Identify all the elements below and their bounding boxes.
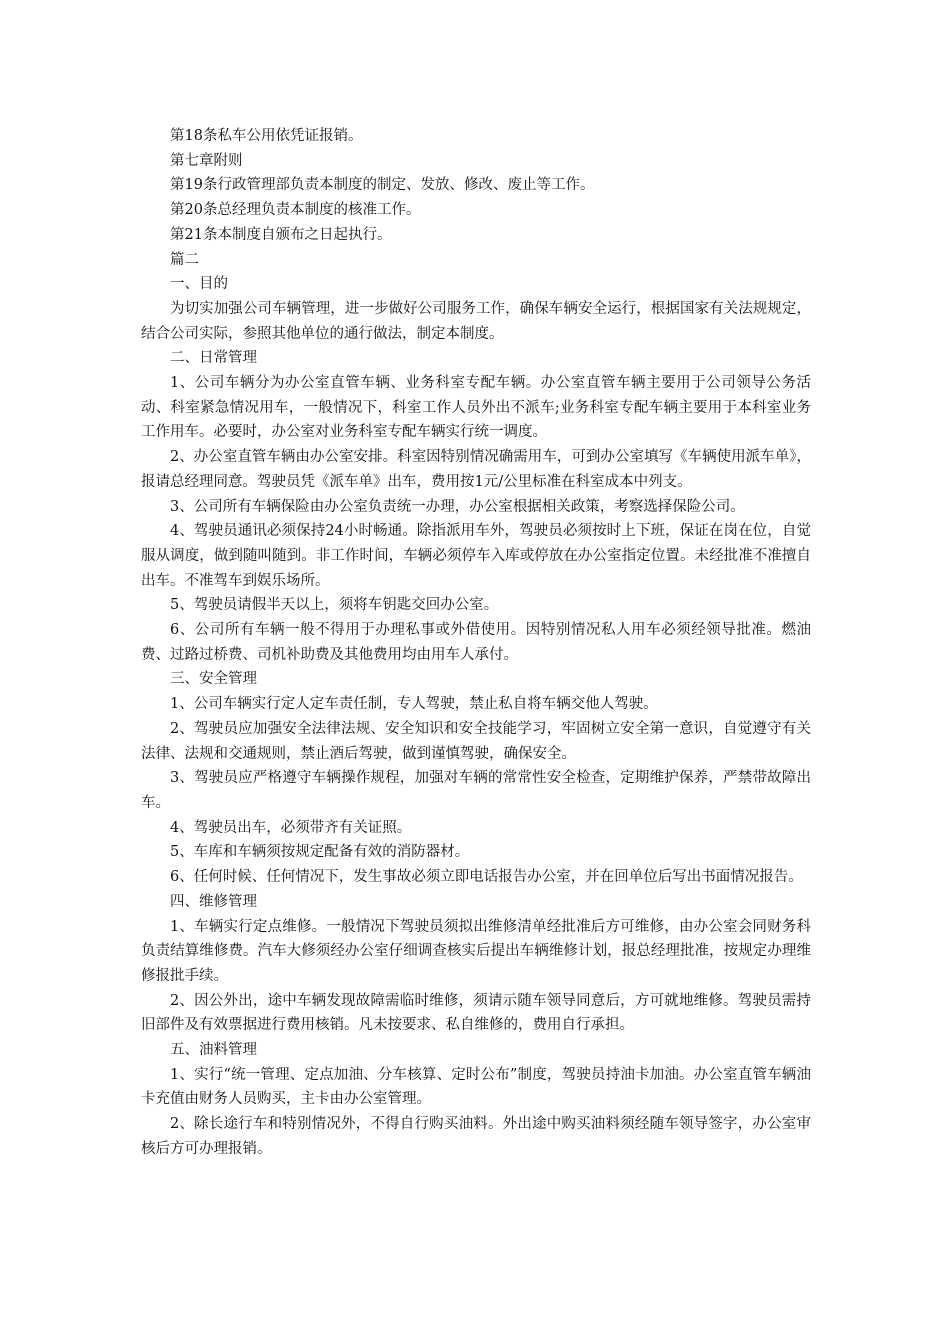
- paragraph: 1、公司车辆实行定人定车责任制，专人驾驶，禁止私自将车辆交他人驾驶。: [170, 696, 658, 713]
- paragraph: 6、公司所有车辆一般不得用于办理私事或外借使用。因特别情况私人用车必须经领导批准。燃油费、过路过桥费、司机补助费及其他费用均由用车人承付。: [141, 622, 811, 663]
- chapter-heading: 第七章附则: [170, 152, 243, 169]
- paragraph: 3、公司所有车辆保险由办公室负责统一办理，办公室根据相关政策，考察选择保险公司。: [170, 498, 745, 515]
- paragraph-article-19: 第19条行政管理部负责本制度的制定、发放、修改、废止等工作。: [170, 177, 595, 194]
- paragraph: 6、任何时候、任何情况下，发生事故必须立即电话报告办公室，并在回单位后写出书面情况报告。: [170, 869, 803, 886]
- paragraph-article-18: 第18条私车公用依凭证报销。: [170, 128, 363, 144]
- paragraph-article-21: 第21条本制度自颁布之日起执行。: [170, 226, 392, 243]
- paragraph: 4、驾驶员通讯必须保持24小时畅通。除指派用车外，驾驶员必须按时上下班，保证在岗在位，自觉服从调度，做到随叫随到。非工作时间，车辆必须停车入库或停放在办公室指定位置。未经批准不准擅自出车。不准驾车到娱乐场所。: [141, 523, 811, 589]
- paragraph: 5、驾驶员请假半天以上，须将车钥匙交回办公室。: [170, 597, 499, 614]
- section-heading-fuel: 五、油料管理: [170, 1042, 257, 1059]
- section-heading-maintenance: 四、维修管理: [170, 893, 257, 910]
- paragraph: 5、车库和车辆须按规定配备有效的消防器材。: [170, 844, 470, 861]
- paragraph: 2、除长途行车和特别情况外，不得自行购买油料。外出途中购买油料须经随车领导签字，办公室审核后方可办理报销。: [141, 1116, 811, 1157]
- paragraph: 2、因公外出，途中车辆发现故障需临时维修，须请示随车领导同意后，方可就地维修。驾驶员需持旧部件及有效票据进行费用核销。凡未按要求、私自维修的，费用自行承担。: [141, 992, 811, 1034]
- paragraph: 2、办公室直管车辆由办公室安排。科室因特别情况确需用车，可到办公室填写《车辆使用派车单》，报请总经理同意。驾驶员凭《派车单》出车，费用按1元/公里标准在科室成本中列支。: [141, 449, 811, 490]
- paragraph: 2、驾驶员应加强安全法律法规、安全知识和安全技能学习，牢固树立安全第一意识，自觉遵守有关法律、法规和交通规则，禁止酒后驾驶，做到谨慎驾驶，确保安全。: [141, 720, 811, 762]
- part-heading: 篇二: [170, 251, 199, 268]
- paragraph: 4、驾驶员出车，必须带齐有关证照。: [170, 819, 412, 836]
- paragraph: 3、驾驶员应严格遵守车辆操作规程，加强对车辆的常常性安全检查，定期维护保养，严禁带故障出车。: [141, 770, 811, 811]
- paragraph: 1、实行“统一管理、定点加油、分车核算、定时公布”制度，驾驶员持油卡加油。办公室直管车辆油卡充值由财务人员购买，主卡由办公室管理。: [141, 1066, 811, 1108]
- section-heading-safety: 三、安全管理: [170, 671, 257, 688]
- section-heading-daily: 二、日常管理: [170, 350, 257, 367]
- section-heading-purpose: 一、目的: [170, 276, 228, 293]
- paragraph-article-20: 第20条总经理负责本制度的核准工作。: [170, 202, 421, 219]
- paragraph: 1、车辆实行定点维修。一般情况下驾驶员须拟出维修清单经批准后方可维修，由办公室会同财务科负责结算维修费。汽车大修须经办公室仔细调查核实后提出车辆维修计划，报总经理批准，按规定办理维修报批手续。: [141, 918, 811, 984]
- paragraph: 1、公司车辆分为办公室直管车辆、业务科室专配车辆。办公室直管车辆主要用于公司领导公务活动、科室紧急情况用车，一般情况下，科室工作人员外出不派车;业务科室专配车辆主要用于本科室业务工作用车。必要时，办公室对业务科室专配车辆实行统一调度。: [141, 375, 811, 441]
- document-body: [141, 124, 811, 1162]
- paragraph: 为切实加强公司车辆管理，进一步做好公司服务工作，确保车辆安全运行，根据国家有关法规规定，结合公司实际，参照其他单位的通行做法，制定本制度。: [141, 300, 811, 342]
